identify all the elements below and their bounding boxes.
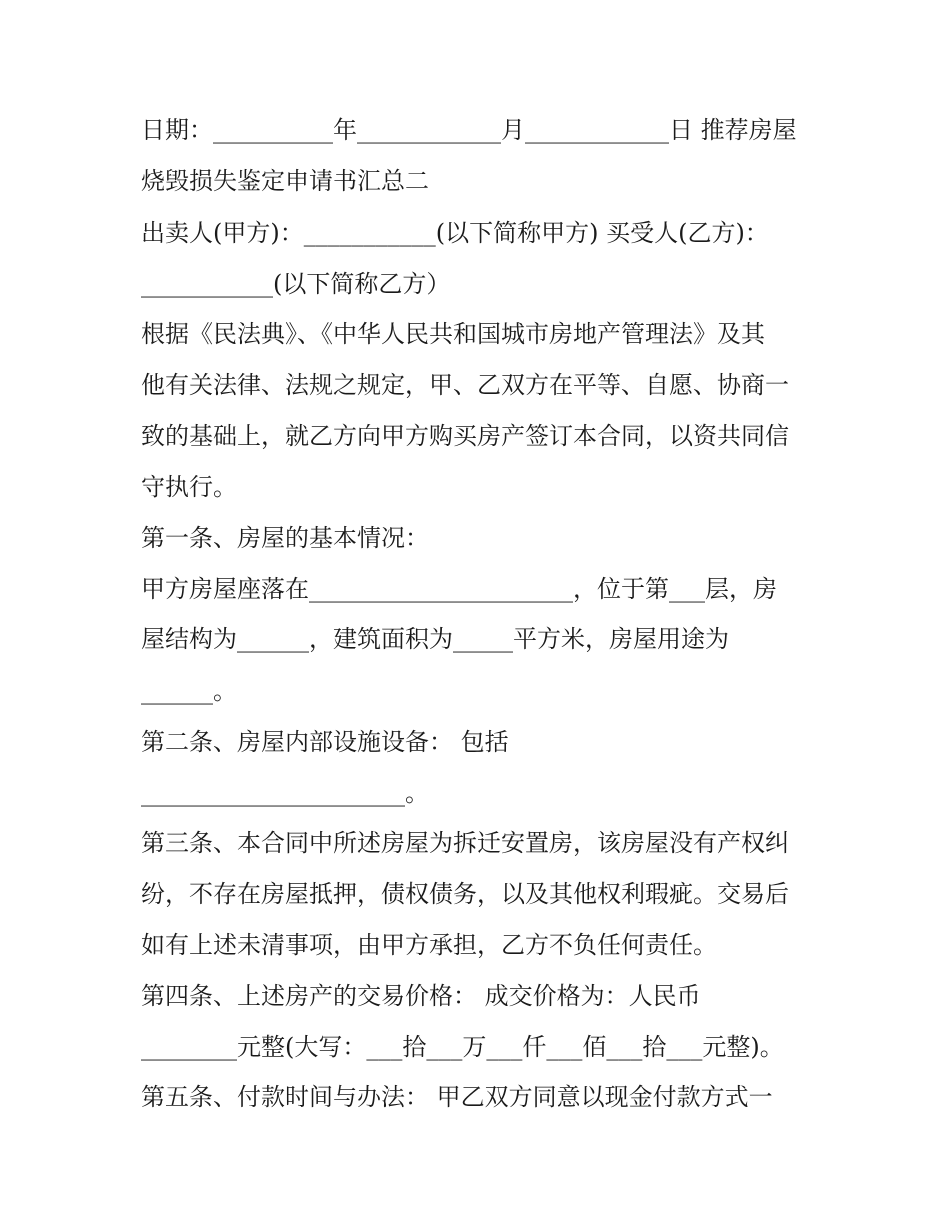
text-line-preamble-3: 致的基础上，就乙方向甲方购买房产签订本合同，以资共同信 (141, 422, 789, 450)
text-line-preamble-4: 守执行。 (141, 473, 237, 501)
text-line-article-5-heading: 第五条、付款时间与办法： 甲乙双方同意以现金付款方式一 (141, 1083, 773, 1111)
text-line-article-1-usage: ______。 (141, 677, 237, 705)
text-line-preamble-2: 他有关法律、法规之规定，甲、乙双方在平等、自愿、协商一 (141, 371, 789, 399)
text-line-article-4-heading: 第四条、上述房产的交易价格： 成交价格为：人民币 (141, 982, 701, 1010)
text-line-article-2-heading: 第二条、房屋内部设施设备： 包括 (141, 728, 509, 756)
text-line-article-3-3: 如有上述未清事项，由甲方承担，乙方不负任何责任。 (141, 931, 717, 959)
text-line-article-1-location: 甲方房屋座落在______________________，位于第___层，房 (141, 575, 777, 603)
text-line-buyer: ___________(以下简称乙方） (141, 270, 451, 298)
text-line-seller: 出卖人(甲方)：___________(以下简称甲方) 买受人(乙方)： (141, 219, 769, 247)
text-line-date: 日期：__________年____________月____________日 推荐房屋 (141, 116, 797, 144)
text-line-article-3-2: 纷，不存在房屋抵押，债权债务，以及其他权利瑕疵。交易后 (141, 880, 789, 908)
text-line-article-1-heading: 第一条、房屋的基本情况： (141, 524, 429, 552)
text-line-article-1-structure: 屋结构为______，建筑面积为_____平方米，房屋用途为 (141, 625, 729, 653)
text-line-article-4-amount: ________元整(大写：___拾___万___仟___佰___拾___元整)。 (141, 1033, 784, 1061)
text-line-article-3-1: 第三条、本合同中所述房屋为拆迁安置房，该房屋没有产权纠 (141, 829, 789, 857)
text-line-preamble-1: 根据《民法典》、《中华人民共和国城市房地产管理法》及其 (141, 320, 765, 348)
text-line-article-2-blank: ______________________。 (141, 779, 429, 807)
text-line-title: 烧毁损失鉴定申请书汇总二 (141, 167, 429, 195)
